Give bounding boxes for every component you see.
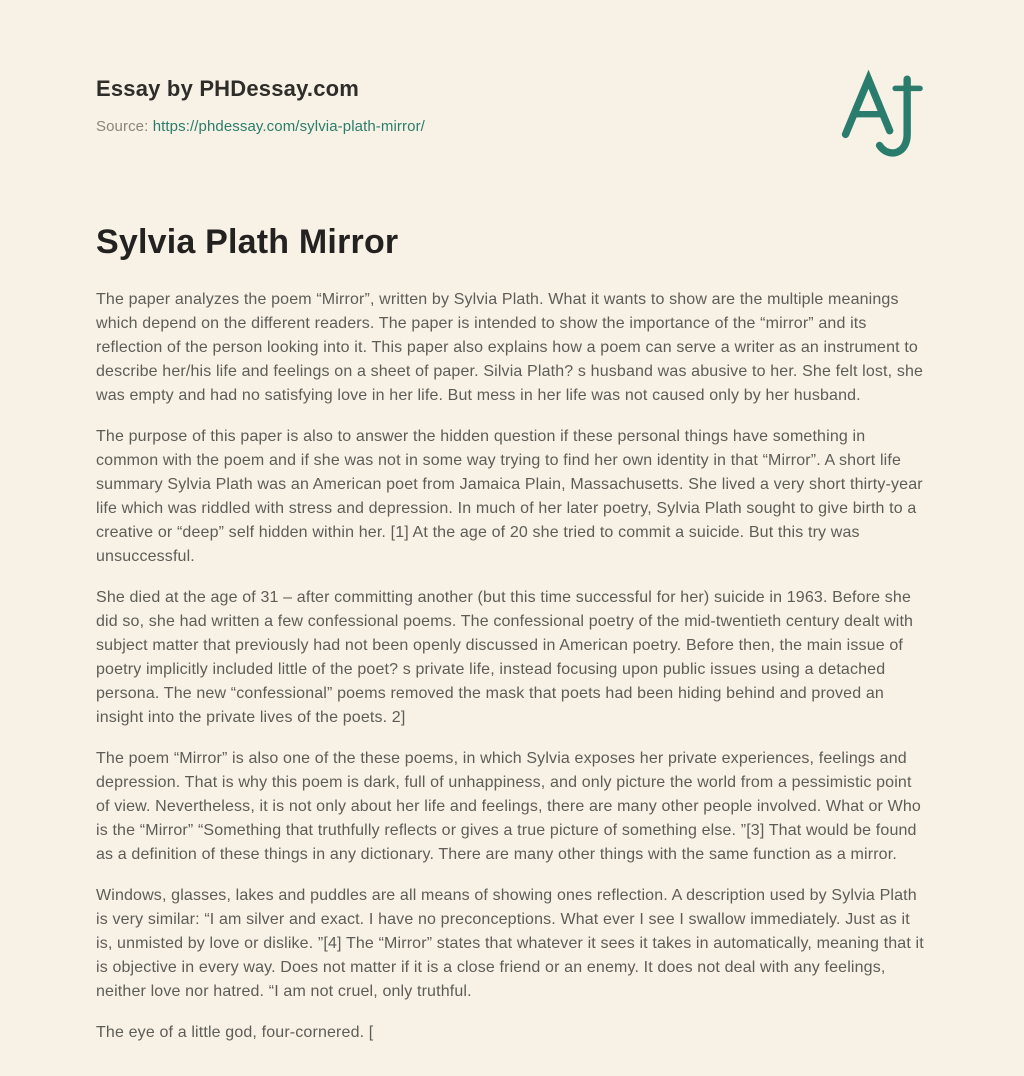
source-label: Source: — [96, 118, 149, 135]
essay-paragraph: The paper analyzes the poem “Mirror”, written by Sylvia Plath. What it wants to show are the multiple meanings which depend on the different readers. The paper is intended to show the importance of the “mirror” and its reflection of the person looking into it. This paper also explains how a poem can serve a writer as an instrument to describe her/his life and feelings on a sheet of paper. Silvia Plath? s husband was abusive to her. She felt lost, she was empty and had no satisfying love in her life. But mess in her life was not caused only by her husband. — [96, 291, 924, 404]
essay-paragraph: The purpose of this paper is also to answer the hidden question if these personal things have something in common with the poem and if she was not in some way trying to find her own identity in that “Mirror”. A short life summary Sylvia Plath was an American poet from Jamaica Plain, Massachusetts. She lived a very short thirty-year life which was riddled with stress and depression. In much of her later poetry, Sylvia Plath sought to give birth to a creative or “deep” self hidden within her. [1] At the age of 20 she tried to commit a suicide. But this try was unsuccessful. — [96, 428, 923, 565]
essay-content — [96, 223, 928, 1045]
phdessay-logo — [840, 68, 932, 164]
essay-paragraph: She died at the age of 31 – after committing another (but this time successful for her) suicide in 1963. Before she did so, she had written a few confessional poems. The confessional poetry of the mid-twentieth century dealt with subject matter that previously had not been openly discussed in American poetry. Before then, the main issue of poetry implicitly included little of the poet? s private life, instead focusing upon public issues using a detached persona. The new “confessional” poems removed the mask that poets had been hiding behind and proved an insight into the private lives of the poets. 2] — [96, 589, 914, 726]
source-link[interactable]: https://phdessay.com/sylvia-plath-mirror/ — [152, 118, 425, 135]
source-line — [96, 118, 928, 135]
essay-paragraph: Windows, glasses, lakes and puddles are all means of showing ones reflection. A description used by Sylvia Plath is very similar: “I am silver and exact. I have no preconceptions. What ever I see I swallow immediately. Just as it is, unmisted by love or dislike. ”[4] The “Mirror” states that whatever it sees it takes in automatically, meaning that it is objective in every way. Does not matter if it is a close friend or an enemy. It does not deal with any feelings, neither love nor hatred. “I am not cruel, only truthful. — [96, 887, 924, 1000]
essay-body — [96, 288, 928, 1045]
essay-title: Sylvia Plath Mirror — [96, 223, 399, 261]
page-header — [96, 76, 928, 135]
brand-heading: Essay by PHDessay.com — [96, 76, 360, 101]
essay-paragraph: The poem “Mirror” is also one of the these poems, in which Sylvia exposes her private experiences, feelings and depression. That is why this poem is dark, full of unhappiness, and only picture the world from a pessimistic point of view. Nevertheless, it is not only about her life and feelings, there are many other people involved. What or Who is the “Mirror” “Something that truthfully reflects or gives a true picture of something else. ”[3] That would be found as a definition of these things in any dictionary. There are many other things with the same function as a mirror. — [96, 750, 921, 863]
essay-paragraph: The eye of a little god, four-cornered. [ — [96, 1024, 374, 1041]
phdessay-monogram-icon — [840, 68, 932, 164]
